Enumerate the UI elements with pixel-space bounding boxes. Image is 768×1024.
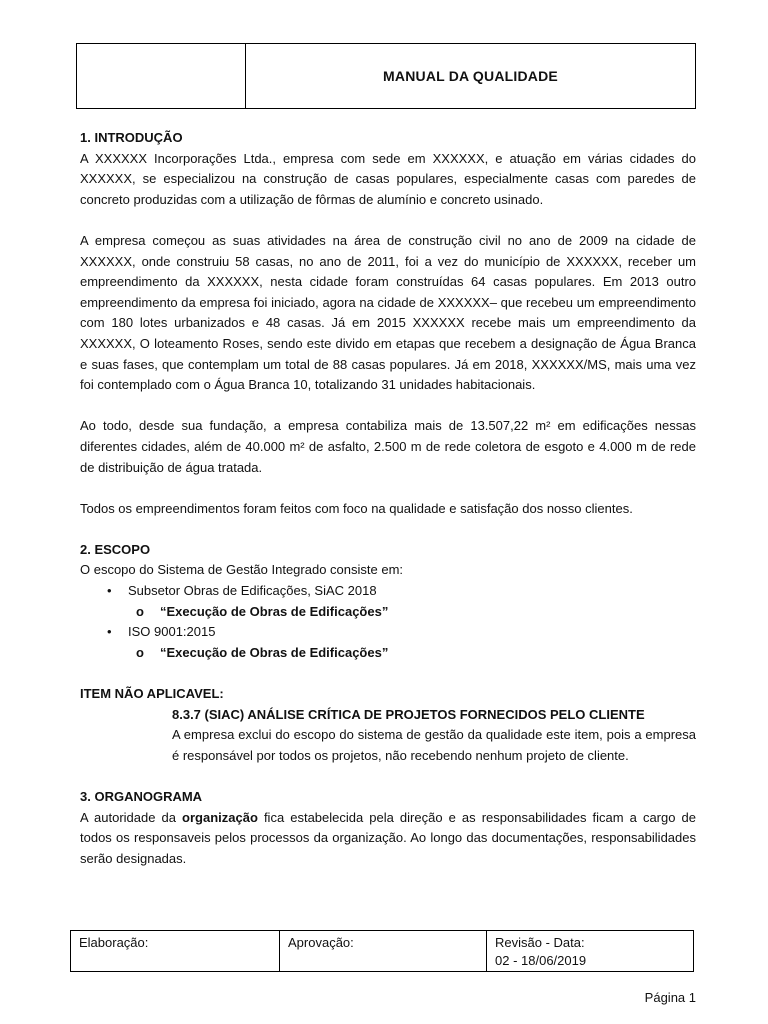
page-number: Página 1 <box>644 990 696 1005</box>
scope-item-label: ISO 9001:2015 <box>128 624 216 640</box>
list-item <box>80 581 696 602</box>
scope-intro: O escopo do Sistema de Gestão Integrado consiste em: <box>80 562 404 578</box>
bullet-icon: • <box>107 583 112 599</box>
intro-paragraph-3: Ao todo, desde sua fundação, a empresa contabiliza mais de 13.507,22 m² em edificações nessas diferentes cidades, além de 40.000 m² de asfalto, 2.500 m de rede coletora de esgoto e 4.000 m de rede de distribuição de água tratada. <box>80 418 696 475</box>
section-heading-not-applicable: ITEM NÃO APLICAVEL: <box>80 686 224 702</box>
document-footer-table <box>70 930 694 972</box>
footer-revision <box>487 931 693 971</box>
list-item <box>80 602 696 623</box>
sub-bullet-icon: o <box>136 644 144 660</box>
list-item <box>80 622 696 643</box>
intro-paragraph-2: A empresa começou as suas atividades na área de construção civil no ano de 2009 na cidade de XXXXXX, onde construiu 58 casas, no ano de 2011, foi a vez do município de XXXXXX, receber um empreendimento da XXXXXX, nesta cidade foram construídas 64 casas populares. Em 2013 outro empreendimento da empresa foi iniciado, agora na cidade de XXXXXX– que recebeu um empreendimento com 180 lotes urbanizados e 48 casas. Já em 2015 XXXXXX recebe mais um empreendimento da XXXXXX, O loteamento Roses, sendo este divido em etapas que recebem a designação de Água Branca e suas fases, que contemplam um total de 88 casas populares. Já em 2018, XXXXXX/MS, mais uma vez foi contemplado com o Água Branca 10, totalizando 31 unidades habitacionais. <box>80 232 696 393</box>
scope-item-label: Subsetor Obras de Edificações, SiAC 2018 <box>128 583 377 599</box>
section-heading-scope: 2. ESCOPO <box>80 541 151 557</box>
logo-placeholder <box>77 44 246 108</box>
not-applicable-item <box>172 705 696 767</box>
footer-aprovacao: Aprovação: <box>280 931 487 971</box>
revision-value: 02 - 18/06/2019 <box>495 953 587 968</box>
revision-label: Revisão - Data: <box>495 935 585 950</box>
intro-paragraph-1: A XXXXXX Incorporações Ltda., empresa com sede em XXXXXX, e atuação em várias cidades do XXXXXX, se especializou na construção de casas populares, especialmente casas com paredes de concreto produzidas com a utilização de fôrmas de alumínio e concreto usinado. <box>80 150 696 207</box>
section-heading-introduction: 1. INTRODUÇÃO <box>80 130 183 145</box>
organogram-paragraph: A autoridade da organização fica estabelecida pela direção e as responsabilidades ficam a cargo de todos os responsaveis pelos processos da organização. Ao longo das documentações, responsabilidades serão designadas. <box>80 809 696 866</box>
footer-elaboracao: Elaboração: <box>71 931 280 971</box>
document-header <box>76 43 696 109</box>
not-applicable-item-text: A empresa exclui do escopo do sistema de gestão da qualidade este item, pois a empresa é responsável por todos os projetos, não recebendo nenhum projeto de cliente. <box>172 727 696 763</box>
document-body <box>80 128 696 869</box>
document-title: MANUAL DA QUALIDADE <box>383 68 558 84</box>
section-heading-organogram: 3. ORGANOGRAMA <box>80 789 203 804</box>
sub-bullet-icon: o <box>136 603 144 619</box>
intro-paragraph-4: Todos os empreendimentos foram feitos com foco na qualidade e satisfação dos nosso clientes. <box>80 500 633 516</box>
scope-item-sub: “Execução de Obras de Edificações” <box>160 603 389 619</box>
bullet-icon: • <box>107 624 112 640</box>
list-item <box>80 643 696 664</box>
not-applicable-item-title: 8.3.7 (SIAC) ANÁLISE CRÍTICA DE PROJETOS FORNECIDOS PELO CLIENTE <box>172 706 645 722</box>
scope-item-sub: “Execução de Obras de Edificações” <box>160 644 389 660</box>
